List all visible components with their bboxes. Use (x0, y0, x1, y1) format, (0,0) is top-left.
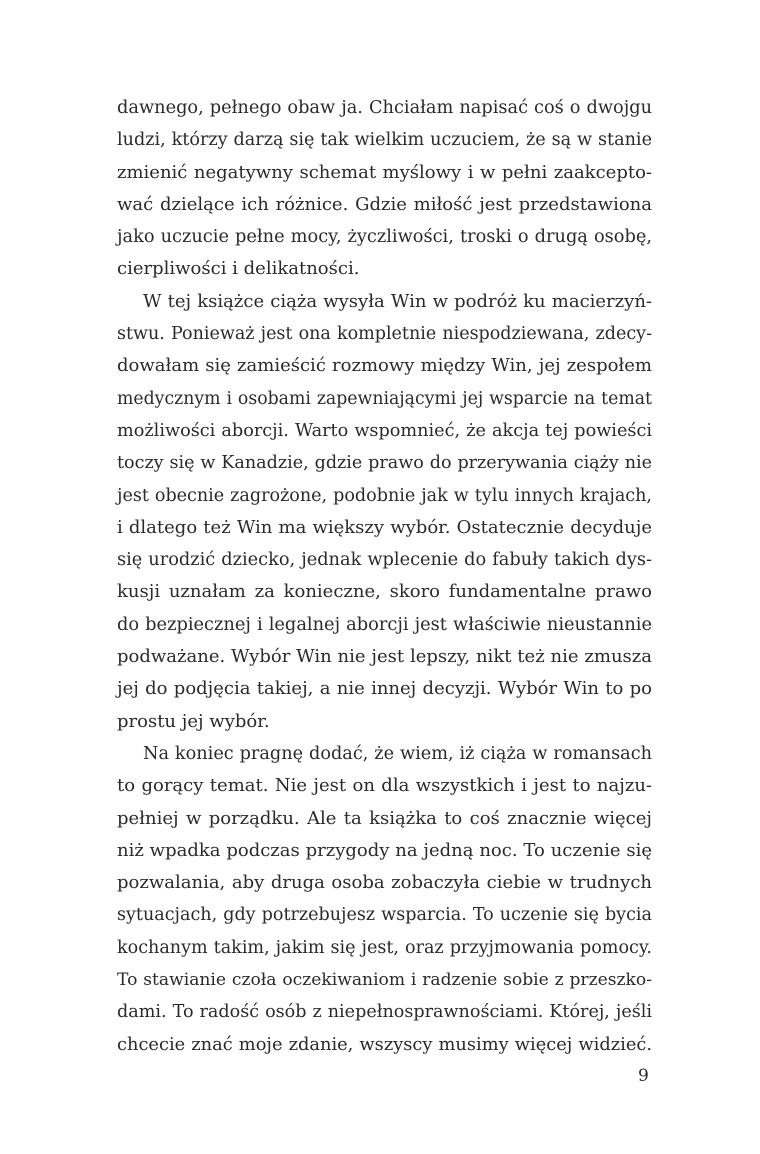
text-line: niż wpadka podczas przygody na jedną noc. To uczenie się (117, 839, 652, 861)
text-line: i dlatego też Win ma większy wybór. Ostatecznie decyduje (117, 516, 652, 538)
text-line: dawnego, pełnego obaw ja. Chciałam napisać coś o dwojgu (117, 98, 652, 118)
text-line: cierpliwości i delikatności. (117, 258, 360, 280)
text-line: W tej książce ciąża wysyła Win w podróż ku macierzyń- (143, 290, 652, 312)
text-line: jako uczucie pełne mocy, życzliwości, troski o drugą osobę, (117, 226, 652, 248)
text-line: sytuacjach, gdy potrzebujesz wsparcia. To uczenie się bycia (117, 905, 652, 926)
text-line: pozwalania, aby druga osoba zobaczyła ciebie w trudnych (117, 872, 652, 894)
text-line: kochanym takim, jakim się jest, oraz przyjmowania pomocy. (117, 937, 652, 958)
text-line: do bezpiecznej i legalnej aborcji jest właściwie nieustannie (117, 613, 652, 635)
text-line: dowałam się zamieścić rozmowy między Win, jej zespołem (117, 355, 652, 377)
text-line: toczy się w Kanadzie, gdzie prawo do przerywania ciąży nie (117, 453, 652, 474)
text-line: wać dzielące ich różnice. Gdzie miłość jest przedstawiona (117, 193, 652, 215)
page-number: 9 (638, 1066, 649, 1086)
text-line: możliwości aborcji. Warto wspomnieć, że akcja tej powieści (117, 420, 652, 441)
text-line: prostu jej wybór. (117, 710, 270, 732)
text-line: się urodzić dziecko, jednak wplecenie do fabuły takich dys- (117, 550, 652, 571)
text-line: pełniej w porządku. Ale ta książka to coś znacznie więcej (117, 807, 652, 829)
text-line: kusji uznałam za konieczne, skoro fundamentalne prawo (117, 581, 652, 603)
text-line: Na koniec pragnę dodać, że wiem, iż ciąża w romansach (143, 743, 652, 764)
text-line: dami. To radość osób z niepełnosprawnościami. Której, jeśli (117, 1002, 652, 1023)
text-line: podważane. Wybór Win nie jest lepszy, nikt też nie zmusza (117, 646, 652, 668)
text-line: zmienić negatywny schemat myślowy i w pełni zaakcepto- (117, 161, 652, 183)
text-line: jest obecnie zagrożone, podobnie jak w tylu innych krajach, (117, 485, 652, 506)
text-line: To stawianie czoła oczekiwaniom i radzenie sobie z przeszko- (117, 970, 652, 991)
text-line: ludzi, którzy darzą się tak wielkim uczuciem, że są w stanie (117, 130, 652, 151)
text-line: jej do podjęcia takiej, a nie innej decyzji. Wybór Win to po (117, 678, 652, 700)
text-line: medycznym i osobami zapewniającymi jej wsparcie na temat (117, 388, 652, 409)
text-line: chcecie znać moje zdanie, wszyscy musimy więcej widzieć. (117, 1033, 652, 1055)
body-text (117, 92, 652, 1061)
text-line: stwu. Ponieważ jest ona kompletnie niespodziewana, zdecy- (117, 324, 652, 345)
text-line: to gorący temat. Nie jest on dla wszystkich i jest to najzu- (117, 775, 652, 797)
